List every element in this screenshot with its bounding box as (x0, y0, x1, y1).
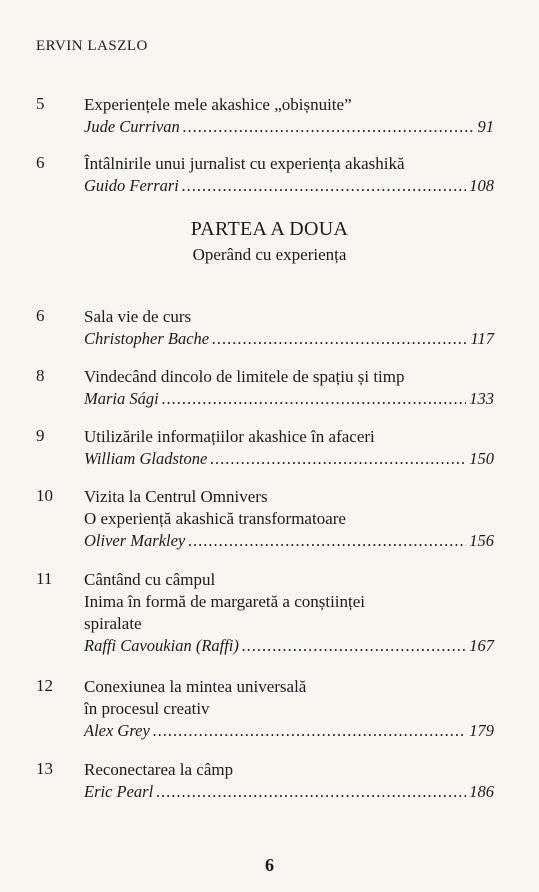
dot-leader (153, 720, 466, 742)
chapter-author: Christopher Bache (84, 329, 210, 348)
dot-leader (212, 328, 467, 350)
chapter-number: 6 (36, 306, 45, 325)
page-number: 133 (469, 389, 494, 408)
chapter-author: Raffi Cavoukian (Raffi) (84, 636, 239, 655)
dot-leader (182, 175, 466, 197)
page-number: 150 (469, 449, 494, 468)
chapter-title: Reconectarea la câmp (84, 760, 234, 779)
chapter-title: Conexiunea la mintea universală (84, 677, 307, 696)
chapter-author: Oliver Markley (84, 531, 186, 550)
chapter-title: Cântând cu câmpul (84, 570, 216, 589)
dot-leader (242, 635, 466, 657)
page-number: 186 (469, 782, 494, 801)
part-subtitle: Operând cu experiența (192, 245, 347, 264)
chapter-title: Utilizările informațiilor akashice în afaceri (84, 427, 375, 446)
dot-leader (183, 116, 475, 138)
chapter-title: Sala vie de curs (84, 307, 192, 326)
part-title: PARTEA A DOUA (190, 218, 349, 240)
chapter-title: Întâlnirile unui jurnalist cu experiența akashikă (84, 154, 405, 173)
chapter-author: Alex Grey (84, 721, 150, 740)
chapter-number: 6 (36, 153, 45, 172)
chapter-author: William Gladstone (84, 449, 208, 468)
chapter-author: Eric Pearl (84, 782, 154, 801)
running-head: ERVIN LASZLO (36, 38, 148, 54)
page-number: 91 (477, 117, 494, 136)
chapter-title-line: spiralate (84, 614, 142, 633)
chapter-title-line: O experiență akashică transformatoare (84, 509, 346, 528)
chapter-number: 10 (36, 486, 53, 505)
dot-leader (210, 448, 466, 470)
dot-leader (188, 530, 466, 552)
chapter-author: Jude Currivan (84, 117, 180, 136)
chapter-number: 13 (36, 759, 53, 778)
chapter-title-line: Inima în formă de margaretă a conștiinței (84, 592, 366, 611)
chapter-number: 8 (36, 366, 45, 385)
page-number: 179 (469, 721, 494, 740)
chapter-number: 12 (36, 676, 53, 695)
chapter-number: 9 (36, 426, 45, 445)
page-number: 117 (470, 329, 494, 348)
page-number: 167 (469, 636, 494, 655)
chapter-title-line: în procesul creativ (84, 699, 210, 718)
chapter-title: Experiențele mele akashice „obișnuite” (84, 95, 352, 114)
chapter-author: Guido Ferrari (84, 176, 179, 195)
chapter-author: Maria Sági (84, 389, 159, 408)
dot-leader (156, 781, 466, 803)
chapter-title: Vindecând dincolo de limitele de spațiu și timp (84, 367, 405, 386)
chapter-title: Vizita la Centrul Omnivers (84, 487, 268, 506)
chapter-number: 11 (36, 569, 53, 588)
page-number: 108 (469, 176, 494, 195)
page-number: 156 (469, 531, 494, 550)
chapter-number: 5 (36, 94, 45, 113)
dot-leader (162, 388, 467, 410)
page-folio: 6 (265, 855, 274, 875)
